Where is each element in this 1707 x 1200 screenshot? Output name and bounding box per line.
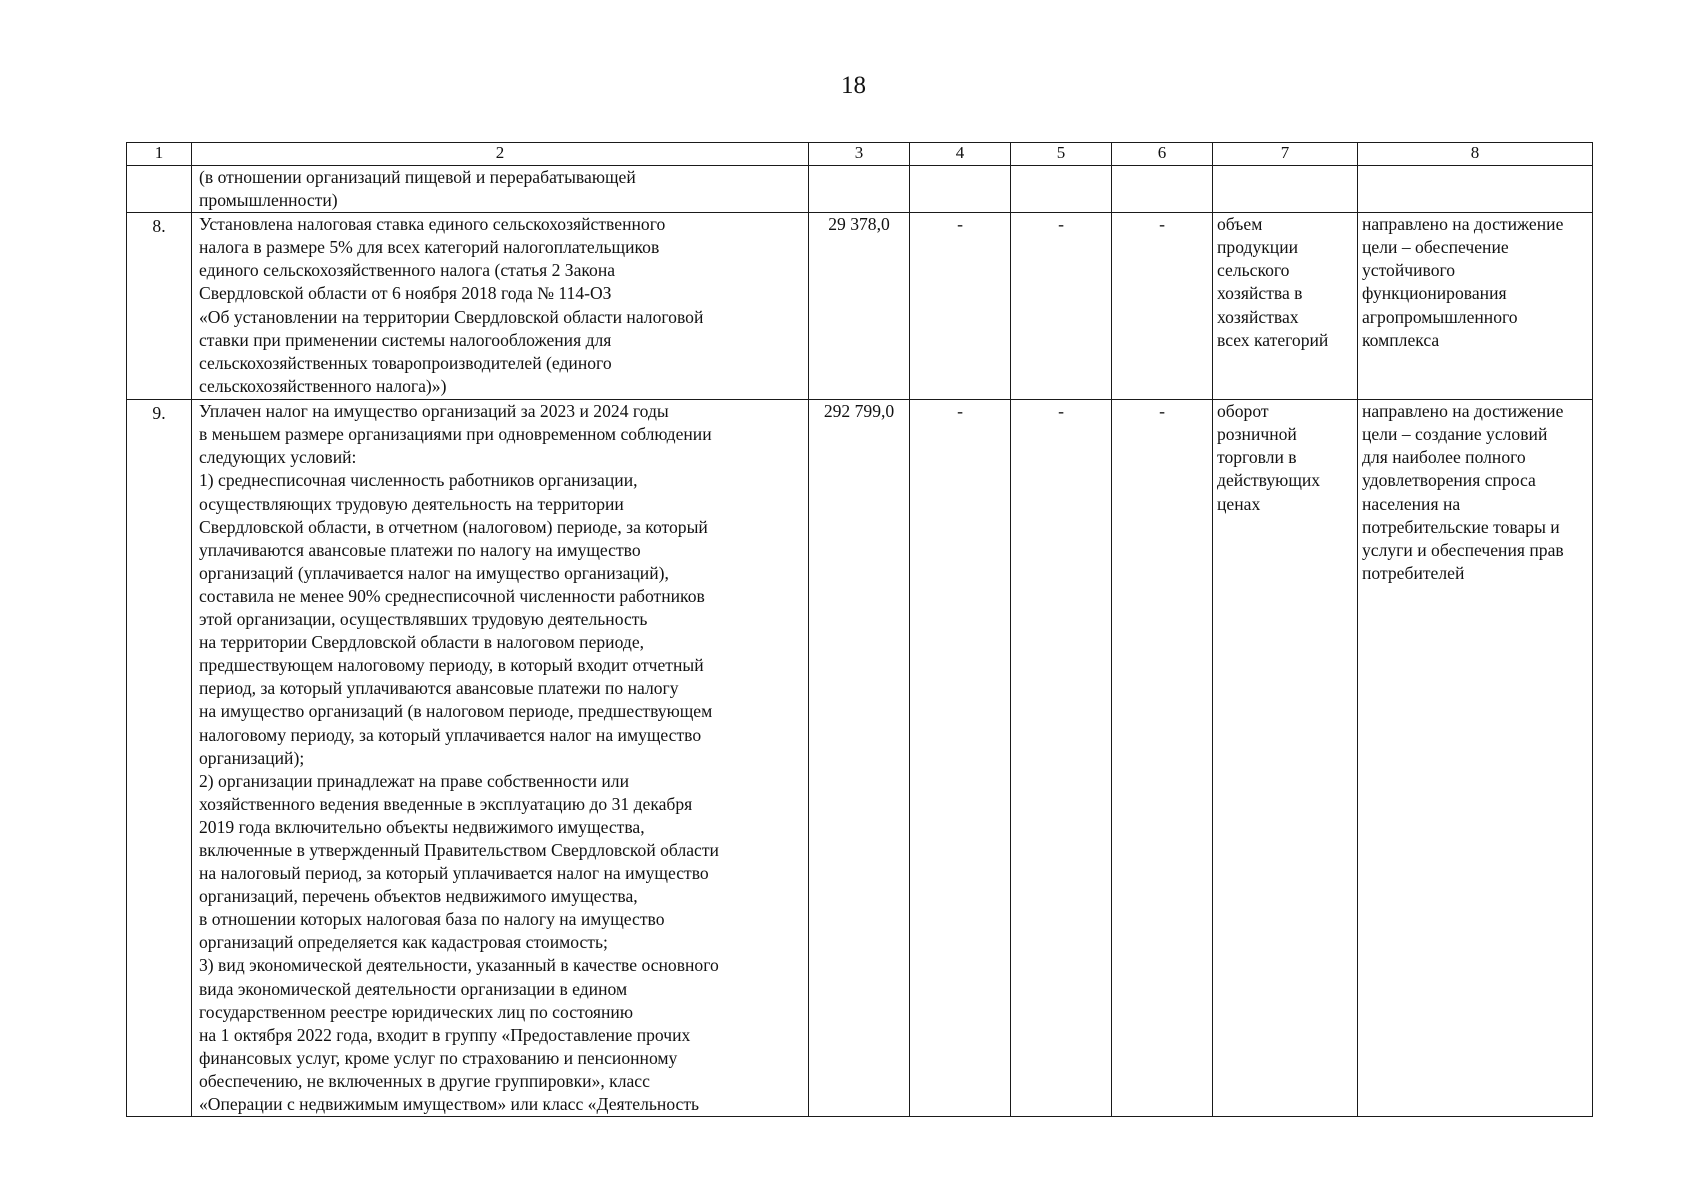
- goal-line: потребителей: [1362, 562, 1465, 583]
- description-line: налога в размере 5% для всех категорий налогоплательщиков: [199, 237, 660, 258]
- description-line: организаций (уплачивается налог на имущество организаций),: [199, 562, 669, 583]
- row-col4: -: [910, 400, 1011, 1117]
- description-line: на 1 октября 2022 года, входит в группу «Предоставление прочих: [199, 1024, 691, 1045]
- description-line: в меньшем размере организациями при одновременном соблюдении: [199, 424, 712, 445]
- description-line: на имущество организаций (в налоговом периоде, предшествующем: [199, 701, 713, 722]
- column-header-3: 3: [809, 143, 910, 166]
- description-line: на территории Свердловской области в налоговом периоде,: [199, 632, 645, 653]
- row-goal: [1358, 400, 1593, 1117]
- indicator-line: розничной: [1217, 424, 1297, 445]
- row-col5: -: [1011, 213, 1112, 400]
- description-line: осуществляющих трудовую деятельность на территории: [199, 493, 624, 514]
- indicator-line: хозяйствах: [1217, 306, 1299, 327]
- description-line: ставки при применении системы налогообложения для: [199, 329, 612, 350]
- description-line: организаций, перечень объектов недвижимого имущества,: [199, 886, 638, 907]
- indicator-line: объем: [1217, 214, 1263, 235]
- row-col4: -: [910, 213, 1011, 400]
- description-line: следующих условий:: [199, 447, 357, 468]
- description-line: единого сельскохозяйственного налога (статья 2 Закона: [199, 260, 616, 281]
- column-header-6: 6: [1112, 143, 1213, 166]
- goal-line: функционирования: [1362, 283, 1507, 304]
- row-description: [192, 400, 809, 1117]
- description-line: Свердловской области от 6 ноября 2018 года № 114-ОЗ: [199, 283, 612, 304]
- description-line: 3) вид экономической деятельности, указанный в качестве основного: [199, 955, 719, 976]
- table-row: [127, 166, 1593, 213]
- description-line: 1) среднесписочная численность работников организации,: [199, 470, 638, 491]
- column-header-5: 5: [1011, 143, 1112, 166]
- goal-line: потребительские товары и: [1362, 516, 1560, 537]
- row-col6: -: [1112, 213, 1213, 400]
- goal-line: услуги и обеспечения прав: [1362, 539, 1564, 560]
- indicator-line: хозяйства в: [1217, 283, 1303, 304]
- indicator-line: сельского: [1217, 260, 1290, 281]
- description-line: сельскохозяйственных товаропроизводителей (единого: [199, 352, 612, 373]
- description-line: (в отношении организаций пищевой и перерабатывающей: [199, 167, 636, 187]
- goal-line: комплекса: [1362, 329, 1440, 350]
- indicator-line: ценах: [1217, 493, 1261, 514]
- column-header-4: 4: [910, 143, 1011, 166]
- description-line: этой организации, осуществлявших трудовую деятельность: [199, 609, 648, 630]
- benefits-table: [126, 142, 1593, 1117]
- goal-line: направлено на достижение: [1362, 401, 1564, 422]
- column-header-8: 8: [1358, 143, 1593, 166]
- indicator-line: торговли в: [1217, 447, 1297, 468]
- row-number: [127, 166, 192, 213]
- row-col5: [1011, 166, 1112, 213]
- indicator-line: всех категорий: [1217, 329, 1329, 350]
- description-line: государственном реестре юридических лиц по состоянию: [199, 1001, 633, 1022]
- description-line: уплачиваются авансовые платежи по налогу на имущество: [199, 539, 641, 560]
- row-col6: [1112, 166, 1213, 213]
- table-row: [127, 400, 1593, 1117]
- column-numbers-row: [127, 143, 1593, 166]
- description-line: финансовых услуг, кроме услуг по страхованию и пенсионному: [199, 1047, 678, 1068]
- description-line: организаций определяется как кадастровая стоимость;: [199, 932, 608, 953]
- indicator-line: продукции: [1217, 237, 1299, 258]
- row-col6: -: [1112, 400, 1213, 1117]
- row-indicator: [1213, 166, 1358, 213]
- description-line: 2019 года включительно объекты недвижимого имущества,: [199, 816, 645, 837]
- column-header-1: 1: [127, 143, 192, 166]
- row-number: 9.: [127, 400, 192, 1117]
- description-line: составила не менее 90% среднесписочной численности работников: [199, 585, 705, 606]
- goal-line: направлено на достижение: [1362, 214, 1564, 235]
- description-line: в отношении которых налоговая база по налогу на имущество: [199, 909, 665, 930]
- description-line: «Операции с недвижимым имуществом» или класс «Деятельность: [199, 1094, 700, 1114]
- goal-line: цели – обеспечение: [1362, 237, 1509, 258]
- row-col5: -: [1011, 400, 1112, 1117]
- row-goal: [1358, 213, 1593, 400]
- description-line: налоговому периоду, за который уплачивается налог на имущество: [199, 724, 702, 745]
- row-col3: 292 799,0: [809, 400, 910, 1117]
- description-line: на налоговый период, за который уплачивается налог на имущество: [199, 863, 709, 884]
- column-header-7: 7: [1213, 143, 1358, 166]
- goal-line: удовлетворения спроса: [1362, 470, 1536, 491]
- goal-line: населения на: [1362, 493, 1461, 514]
- goal-line: устойчивого: [1362, 260, 1456, 281]
- row-description: [192, 166, 809, 213]
- row-indicator: [1213, 213, 1358, 400]
- description-line: сельскохозяйственного налога)»): [199, 375, 447, 396]
- row-col4: [910, 166, 1011, 213]
- row-col3: [809, 166, 910, 213]
- description-line: «Об установлении на территории Свердловской области налоговой: [199, 306, 704, 327]
- goal-line: для наиболее полного: [1362, 447, 1526, 468]
- row-goal: [1358, 166, 1593, 213]
- row-number: 8.: [127, 213, 192, 400]
- indicator-line: оборот: [1217, 401, 1269, 422]
- description-line: предшествующем налоговому периоду, в который входит отчетный: [199, 655, 704, 676]
- description-line: Установлена налоговая ставка единого сельскохозяйственного: [199, 214, 666, 235]
- row-description: [192, 213, 809, 400]
- indicator-line: действующих: [1217, 470, 1321, 491]
- description-line: организаций);: [199, 747, 305, 768]
- row-indicator: [1213, 400, 1358, 1117]
- column-header-2: 2: [192, 143, 809, 166]
- description-line: Уплачен налог на имущество организаций за 2023 и 2024 годы: [199, 401, 669, 422]
- row-col3: 29 378,0: [809, 213, 910, 400]
- description-line: промышленности): [199, 190, 338, 211]
- description-line: период, за который уплачиваются авансовые платежи по налогу: [199, 678, 679, 699]
- table-row: [127, 213, 1593, 400]
- page-number: 18: [841, 72, 866, 99]
- goal-line: цели – создание условий: [1362, 424, 1548, 445]
- description-line: включенные в утвержденный Правительством Свердловской области: [199, 839, 719, 860]
- description-line: обеспечению, не включенных в другие группировки», класс: [199, 1070, 650, 1091]
- goal-line: агропромышленного: [1362, 306, 1518, 327]
- description-line: вида экономической деятельности организации в едином: [199, 978, 628, 999]
- description-line: хозяйственного ведения введенные в эксплуатацию до 31 декабря: [199, 793, 693, 814]
- description-line: 2) организации принадлежат на праве собственности или: [199, 770, 630, 791]
- description-line: Свердловской области, в отчетном (налоговом) периоде, за который: [199, 516, 708, 537]
